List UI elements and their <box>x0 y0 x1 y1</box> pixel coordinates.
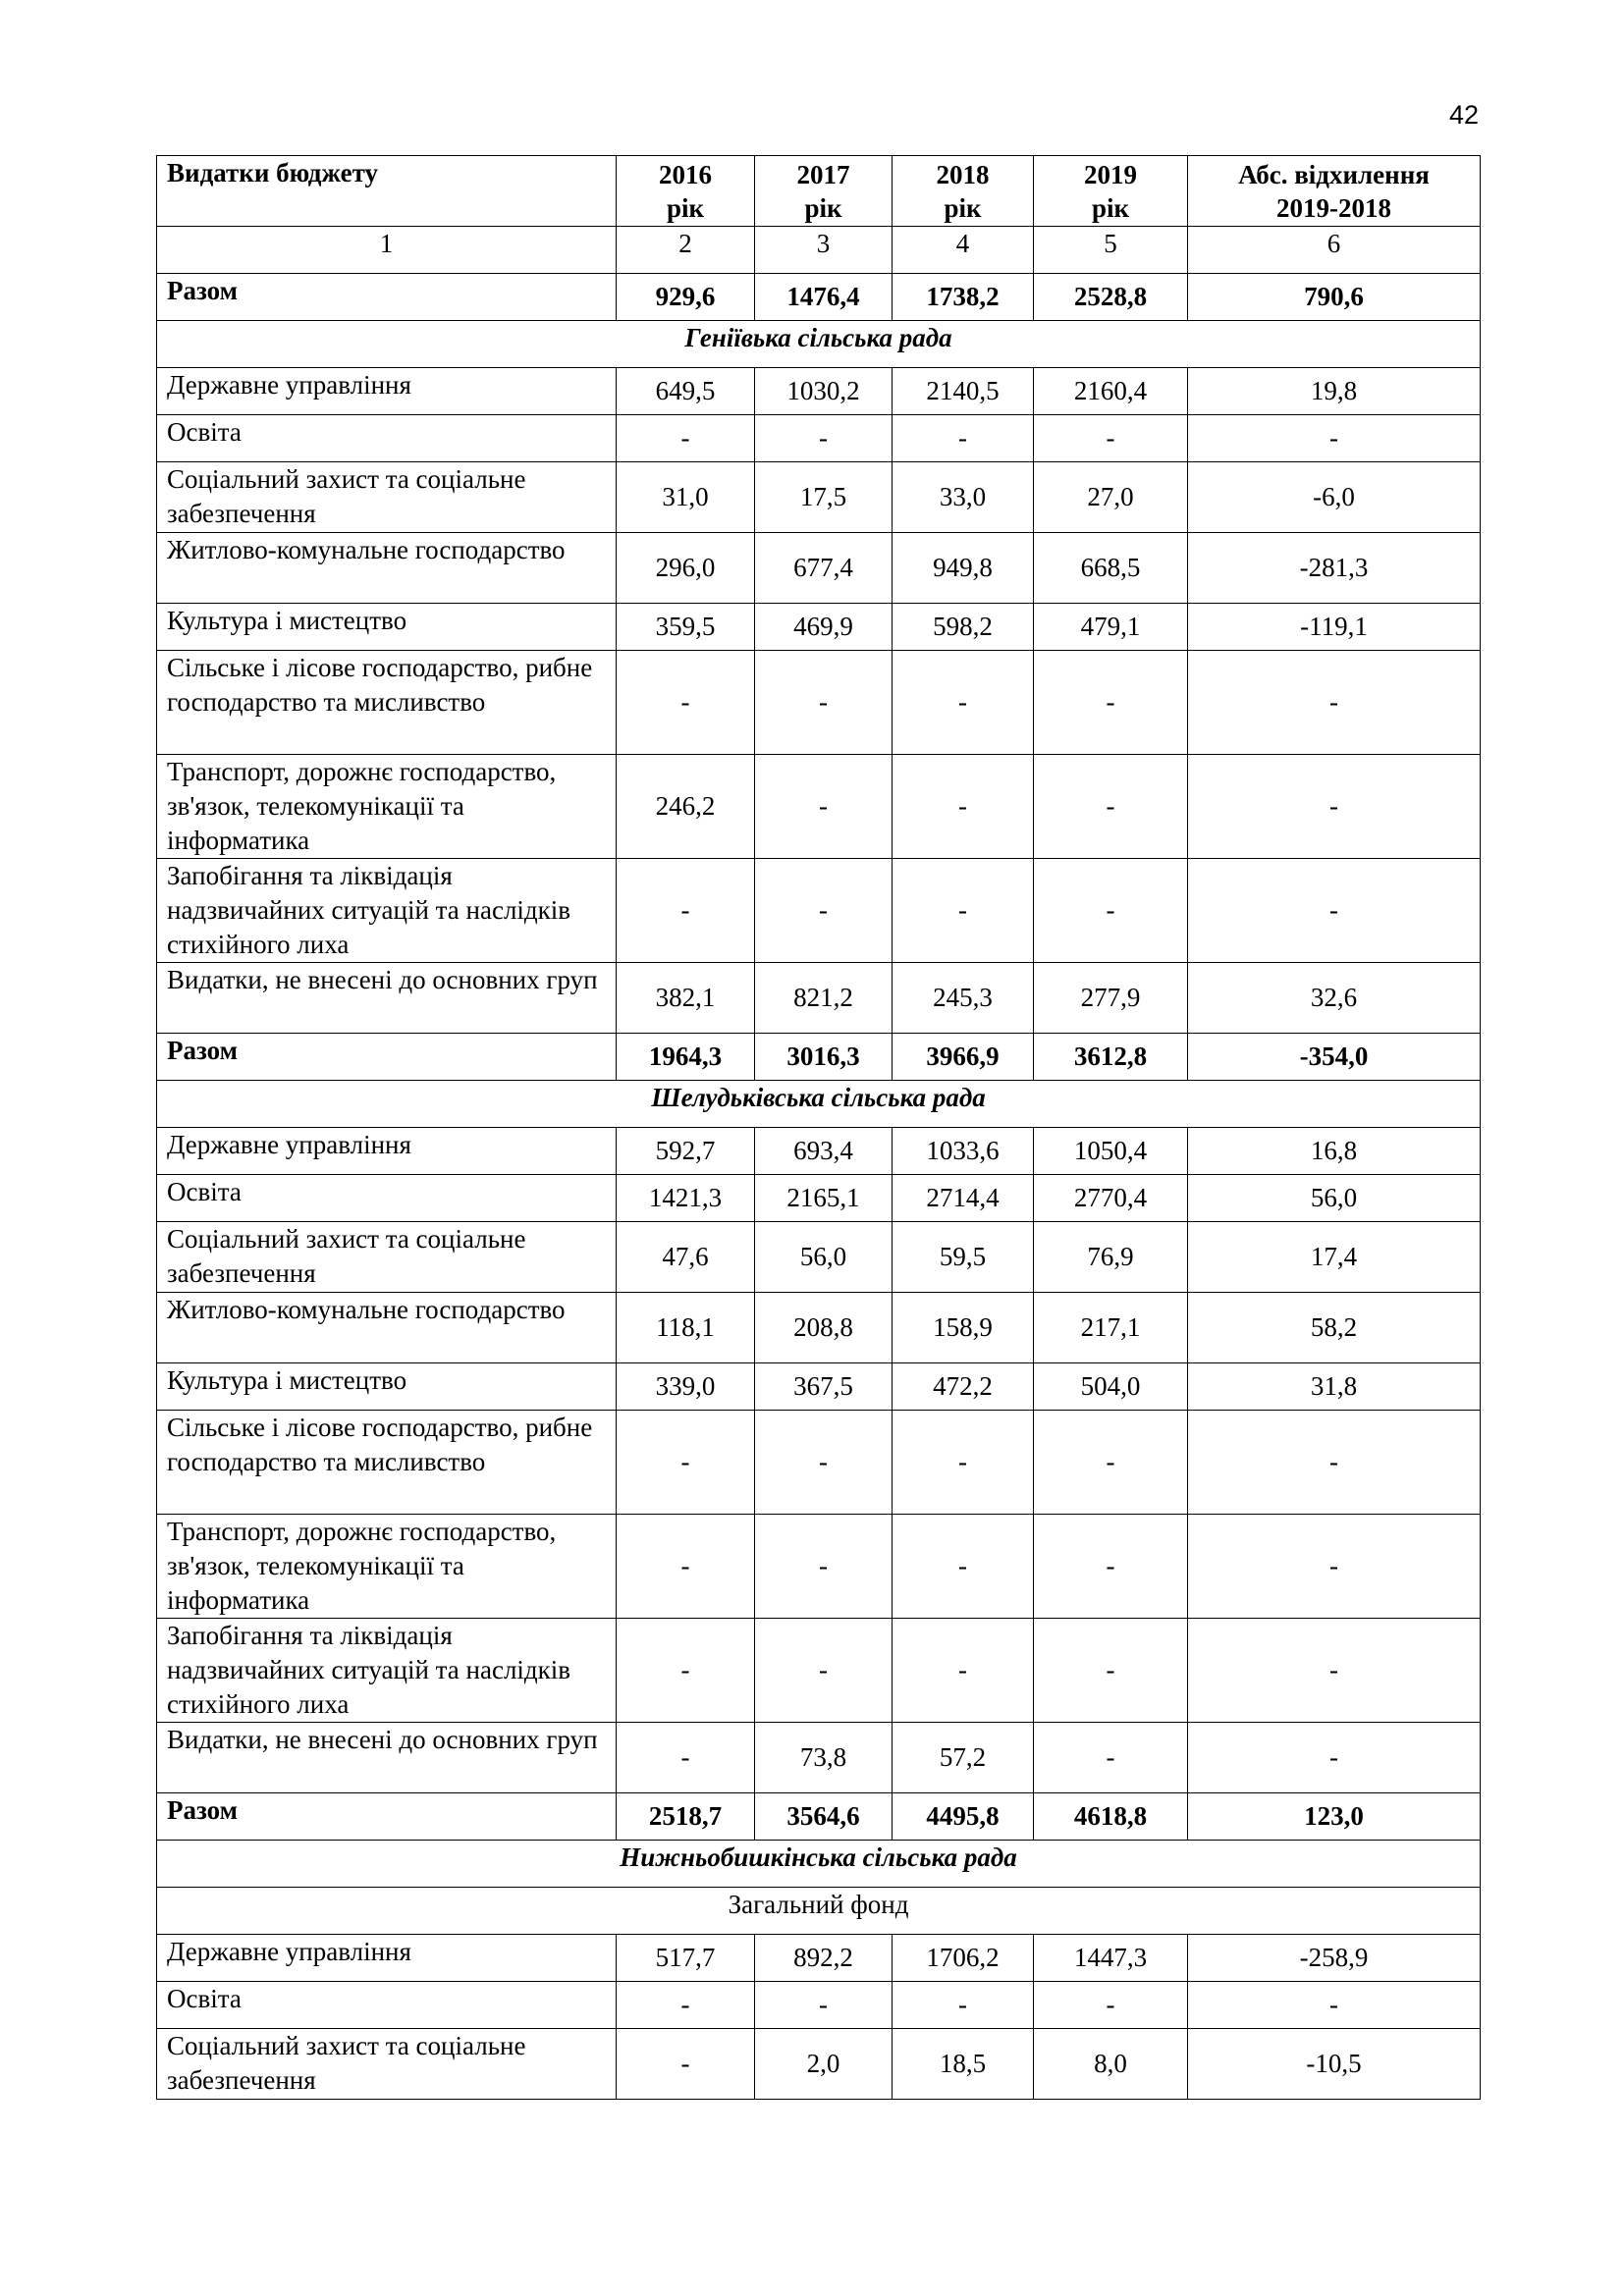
section-title: Нижньобишкінська сільська рада <box>157 1841 1481 1888</box>
row-label: Державне управління <box>157 1128 617 1175</box>
table-row <box>157 1128 1481 1175</box>
value-2019: 1447,3 <box>1034 1935 1188 1982</box>
column-index-row <box>157 227 1481 274</box>
value-2018: 949,8 <box>893 533 1034 604</box>
value-2016: 359,5 <box>617 604 755 651</box>
value-2017: 2165,1 <box>755 1175 893 1222</box>
value-2018: - <box>893 1411 1034 1515</box>
subsection-title: Загальний фонд <box>157 1888 1481 1935</box>
value-2016: - <box>617 651 755 755</box>
value-2016: - <box>617 1515 755 1619</box>
table-row <box>157 963 1481 1034</box>
header-unit: рік <box>944 192 982 223</box>
value-2018: 1706,2 <box>893 1935 1034 1982</box>
value-deviation: 17,4 <box>1188 1222 1481 1293</box>
table-row <box>157 1619 1481 1723</box>
value-2018: 3966,9 <box>893 1034 1034 1081</box>
subsection-row <box>157 1888 1481 1935</box>
section-row <box>157 321 1481 368</box>
value-2019: 4618,8 <box>1034 1793 1188 1841</box>
table-row <box>157 1515 1481 1619</box>
value-deviation: -258,9 <box>1188 1935 1481 1982</box>
index-cell: 3 <box>755 227 893 274</box>
value-2016: 339,0 <box>617 1363 755 1411</box>
value-2017: - <box>755 1411 893 1515</box>
value-2017: 73,8 <box>755 1723 893 1793</box>
header-year: 2016 <box>659 159 712 189</box>
value-2017: 3564,6 <box>755 1793 893 1841</box>
header-cell-expenditure: Видатки бюджету <box>157 156 617 227</box>
value-2017: - <box>755 415 893 462</box>
value-2019: 2160,4 <box>1034 368 1188 415</box>
budget-expenditure-table <box>156 155 1481 2100</box>
value-2018: - <box>893 1619 1034 1723</box>
value-2016: 649,5 <box>617 368 755 415</box>
value-deviation: -6,0 <box>1188 462 1481 533</box>
value-deviation: - <box>1188 1515 1481 1619</box>
table-row <box>157 533 1481 604</box>
value-2019: 3612,8 <box>1034 1034 1188 1081</box>
value-2019: 479,1 <box>1034 604 1188 651</box>
value-2018: 4495,8 <box>893 1793 1034 1841</box>
value-2017: - <box>755 755 893 859</box>
table-row <box>157 755 1481 859</box>
header-deviation-title: Абс. відхилення <box>1238 159 1430 189</box>
value-2017: 693,4 <box>755 1128 893 1175</box>
value-deviation: -10,5 <box>1188 2029 1481 2100</box>
total-row <box>157 274 1481 321</box>
value-2017: 1030,2 <box>755 368 893 415</box>
value-2016: 296,0 <box>617 533 755 604</box>
row-label: Житлово-комунальне господарство <box>157 533 617 604</box>
value-2019: - <box>1034 755 1188 859</box>
value-2016: 592,7 <box>617 1128 755 1175</box>
row-label: Запобігання та ліквідація надзвичайних ситуацій та наслідків стихійного лиха <box>157 1619 617 1723</box>
index-cell: 6 <box>1188 227 1481 274</box>
header-unit: рік <box>804 192 842 223</box>
value-2017: 1476,4 <box>755 274 893 321</box>
value-2017: - <box>755 1515 893 1619</box>
value-2019: 2528,8 <box>1034 274 1188 321</box>
header-deviation-period: 2019-2018 <box>1276 192 1391 223</box>
header-cell-2017 <box>755 156 893 227</box>
value-2019: 76,9 <box>1034 1222 1188 1293</box>
value-2016: - <box>617 1619 755 1723</box>
row-label: Сільське і лісове господарство, рибне господарство та мисливство <box>157 651 617 755</box>
header-unit: рік <box>1091 192 1130 223</box>
row-label: Запобігання та ліквідація надзвичайних ситуацій та наслідків стихійного лиха <box>157 859 617 963</box>
total-row <box>157 1793 1481 1841</box>
header-cell-2016 <box>617 156 755 227</box>
row-label: Освіта <box>157 1982 617 2029</box>
value-deviation: 56,0 <box>1188 1175 1481 1222</box>
row-label: Транспорт, дорожнє господарство, зв'язок, телекомунікації та інформатика <box>157 755 617 859</box>
value-2016: 1964,3 <box>617 1034 755 1081</box>
value-2018: - <box>893 1515 1034 1619</box>
value-2018: 59,5 <box>893 1222 1034 1293</box>
row-label: Соціальний захист та соціальне забезпечення <box>157 2029 617 2100</box>
value-2016: 2518,7 <box>617 1793 755 1841</box>
value-2017: - <box>755 1982 893 2029</box>
value-2018: 1033,6 <box>893 1128 1034 1175</box>
value-2016: 929,6 <box>617 274 755 321</box>
value-2019: - <box>1034 651 1188 755</box>
index-cell: 1 <box>157 227 617 274</box>
table-row <box>157 1982 1481 2029</box>
value-2017: 2,0 <box>755 2029 893 2100</box>
value-2018: - <box>893 415 1034 462</box>
row-label: Житлово-комунальне господарство <box>157 1293 617 1363</box>
value-2018: 57,2 <box>893 1723 1034 1793</box>
value-2017: 469,9 <box>755 604 893 651</box>
value-2018: 245,3 <box>893 963 1034 1034</box>
value-2018: 1738,2 <box>893 274 1034 321</box>
value-2019: - <box>1034 1619 1188 1723</box>
value-2019: 1050,4 <box>1034 1128 1188 1175</box>
row-label: Разом <box>157 274 617 321</box>
value-deviation: 16,8 <box>1188 1128 1481 1175</box>
value-deviation: -119,1 <box>1188 604 1481 651</box>
value-2017: 17,5 <box>755 462 893 533</box>
value-deviation: 790,6 <box>1188 274 1481 321</box>
table-row <box>157 604 1481 651</box>
value-2016: - <box>617 2029 755 2100</box>
row-label: Культура і мистецтво <box>157 1363 617 1411</box>
row-label: Сільське і лісове господарство, рибне господарство та мисливство <box>157 1411 617 1515</box>
section-title: Генiївька сільська рада <box>157 321 1481 368</box>
value-2018: 598,2 <box>893 604 1034 651</box>
value-deviation: 58,2 <box>1188 1293 1481 1363</box>
value-2016: - <box>617 415 755 462</box>
value-2017: - <box>755 1619 893 1723</box>
value-2018: - <box>893 859 1034 963</box>
header-cell-2018 <box>893 156 1034 227</box>
header-unit: рік <box>666 192 705 223</box>
table-row <box>157 1222 1481 1293</box>
value-2016: - <box>617 859 755 963</box>
value-2018: 18,5 <box>893 2029 1034 2100</box>
row-label: Освіта <box>157 1175 617 1222</box>
table-header-row <box>157 156 1481 227</box>
value-2019: - <box>1034 1982 1188 2029</box>
row-label: Видатки, не внесені до основних груп <box>157 963 617 1034</box>
value-2019: - <box>1034 1515 1188 1619</box>
value-2018: 33,0 <box>893 462 1034 533</box>
row-label: Разом <box>157 1793 617 1841</box>
value-2017: 892,2 <box>755 1935 893 1982</box>
value-2019: 504,0 <box>1034 1363 1188 1411</box>
value-2019: - <box>1034 1723 1188 1793</box>
value-deviation: 32,6 <box>1188 963 1481 1034</box>
table-row <box>157 368 1481 415</box>
value-2017: 677,4 <box>755 533 893 604</box>
row-label: Державне управління <box>157 368 617 415</box>
value-2018: 472,2 <box>893 1363 1034 1411</box>
value-2019: 27,0 <box>1034 462 1188 533</box>
value-deviation: - <box>1188 1982 1481 2029</box>
value-2017: 3016,3 <box>755 1034 893 1081</box>
value-2016: 118,1 <box>617 1293 755 1363</box>
section-title: Шелудьківська сільська рада <box>157 1081 1481 1128</box>
table-row <box>157 2029 1481 2100</box>
table-row <box>157 462 1481 533</box>
header-year: 2017 <box>796 159 850 189</box>
value-2016: 31,0 <box>617 462 755 533</box>
table-row <box>157 1723 1481 1793</box>
table-row <box>157 1175 1481 1222</box>
header-cell-deviation <box>1188 156 1481 227</box>
section-row <box>157 1081 1481 1128</box>
value-2016: 382,1 <box>617 963 755 1034</box>
table-row <box>157 859 1481 963</box>
page-number: 42 <box>1448 100 1479 130</box>
row-label: Освіта <box>157 415 617 462</box>
total-row <box>157 1034 1481 1081</box>
value-2018: - <box>893 755 1034 859</box>
value-2017: - <box>755 859 893 963</box>
section-row <box>157 1841 1481 1888</box>
value-2016: 246,2 <box>617 755 755 859</box>
value-2016: 517,7 <box>617 1935 755 1982</box>
value-2019: 217,1 <box>1034 1293 1188 1363</box>
value-2019: - <box>1034 1411 1188 1515</box>
header-cell-2019 <box>1034 156 1188 227</box>
index-cell: 2 <box>617 227 755 274</box>
value-2017: 821,2 <box>755 963 893 1034</box>
value-2019: 8,0 <box>1034 2029 1188 2100</box>
value-2018: 2140,5 <box>893 368 1034 415</box>
table-row <box>157 415 1481 462</box>
value-2017: 56,0 <box>755 1222 893 1293</box>
value-deviation: 31,8 <box>1188 1363 1481 1411</box>
row-label: Транспорт, дорожнє господарство, зв'язок, телекомунікації та інформатика <box>157 1515 617 1619</box>
value-2016: - <box>617 1411 755 1515</box>
value-deviation: - <box>1188 1723 1481 1793</box>
row-label: Культура і мистецтво <box>157 604 617 651</box>
value-2018: - <box>893 1982 1034 2029</box>
value-deviation: - <box>1188 651 1481 755</box>
row-label: Соціальний захист та соціальне забезпечення <box>157 1222 617 1293</box>
value-2017: 208,8 <box>755 1293 893 1363</box>
value-deviation: - <box>1188 415 1481 462</box>
value-2018: 2714,4 <box>893 1175 1034 1222</box>
value-2016: - <box>617 1723 755 1793</box>
value-2019: 668,5 <box>1034 533 1188 604</box>
table-row <box>157 1411 1481 1515</box>
table-row <box>157 1935 1481 1982</box>
index-cell: 5 <box>1034 227 1188 274</box>
value-2016: - <box>617 1982 755 2029</box>
value-2019: - <box>1034 859 1188 963</box>
index-cell: 4 <box>893 227 1034 274</box>
row-label: Державне управління <box>157 1935 617 1982</box>
value-deviation: - <box>1188 755 1481 859</box>
value-deviation: 123,0 <box>1188 1793 1481 1841</box>
value-deviation: -281,3 <box>1188 533 1481 604</box>
value-deviation: - <box>1188 859 1481 963</box>
value-2018: - <box>893 651 1034 755</box>
header-year: 2018 <box>936 159 990 189</box>
table-row <box>157 1363 1481 1411</box>
value-2016: 1421,3 <box>617 1175 755 1222</box>
value-2019: 277,9 <box>1034 963 1188 1034</box>
value-2018: 158,9 <box>893 1293 1034 1363</box>
value-2017: - <box>755 651 893 755</box>
value-deviation: - <box>1188 1411 1481 1515</box>
value-deviation: -354,0 <box>1188 1034 1481 1081</box>
value-deviation: - <box>1188 1619 1481 1723</box>
row-label: Соціальний захист та соціальне забезпечення <box>157 462 617 533</box>
value-2019: 2770,4 <box>1034 1175 1188 1222</box>
table-row <box>157 651 1481 755</box>
row-label: Разом <box>157 1034 617 1081</box>
value-2019: - <box>1034 415 1188 462</box>
value-2017: 367,5 <box>755 1363 893 1411</box>
header-year: 2019 <box>1084 159 1137 189</box>
table-row <box>157 1293 1481 1363</box>
value-2016: 47,6 <box>617 1222 755 1293</box>
row-label: Видатки, не внесені до основних груп <box>157 1723 617 1793</box>
value-deviation: 19,8 <box>1188 368 1481 415</box>
